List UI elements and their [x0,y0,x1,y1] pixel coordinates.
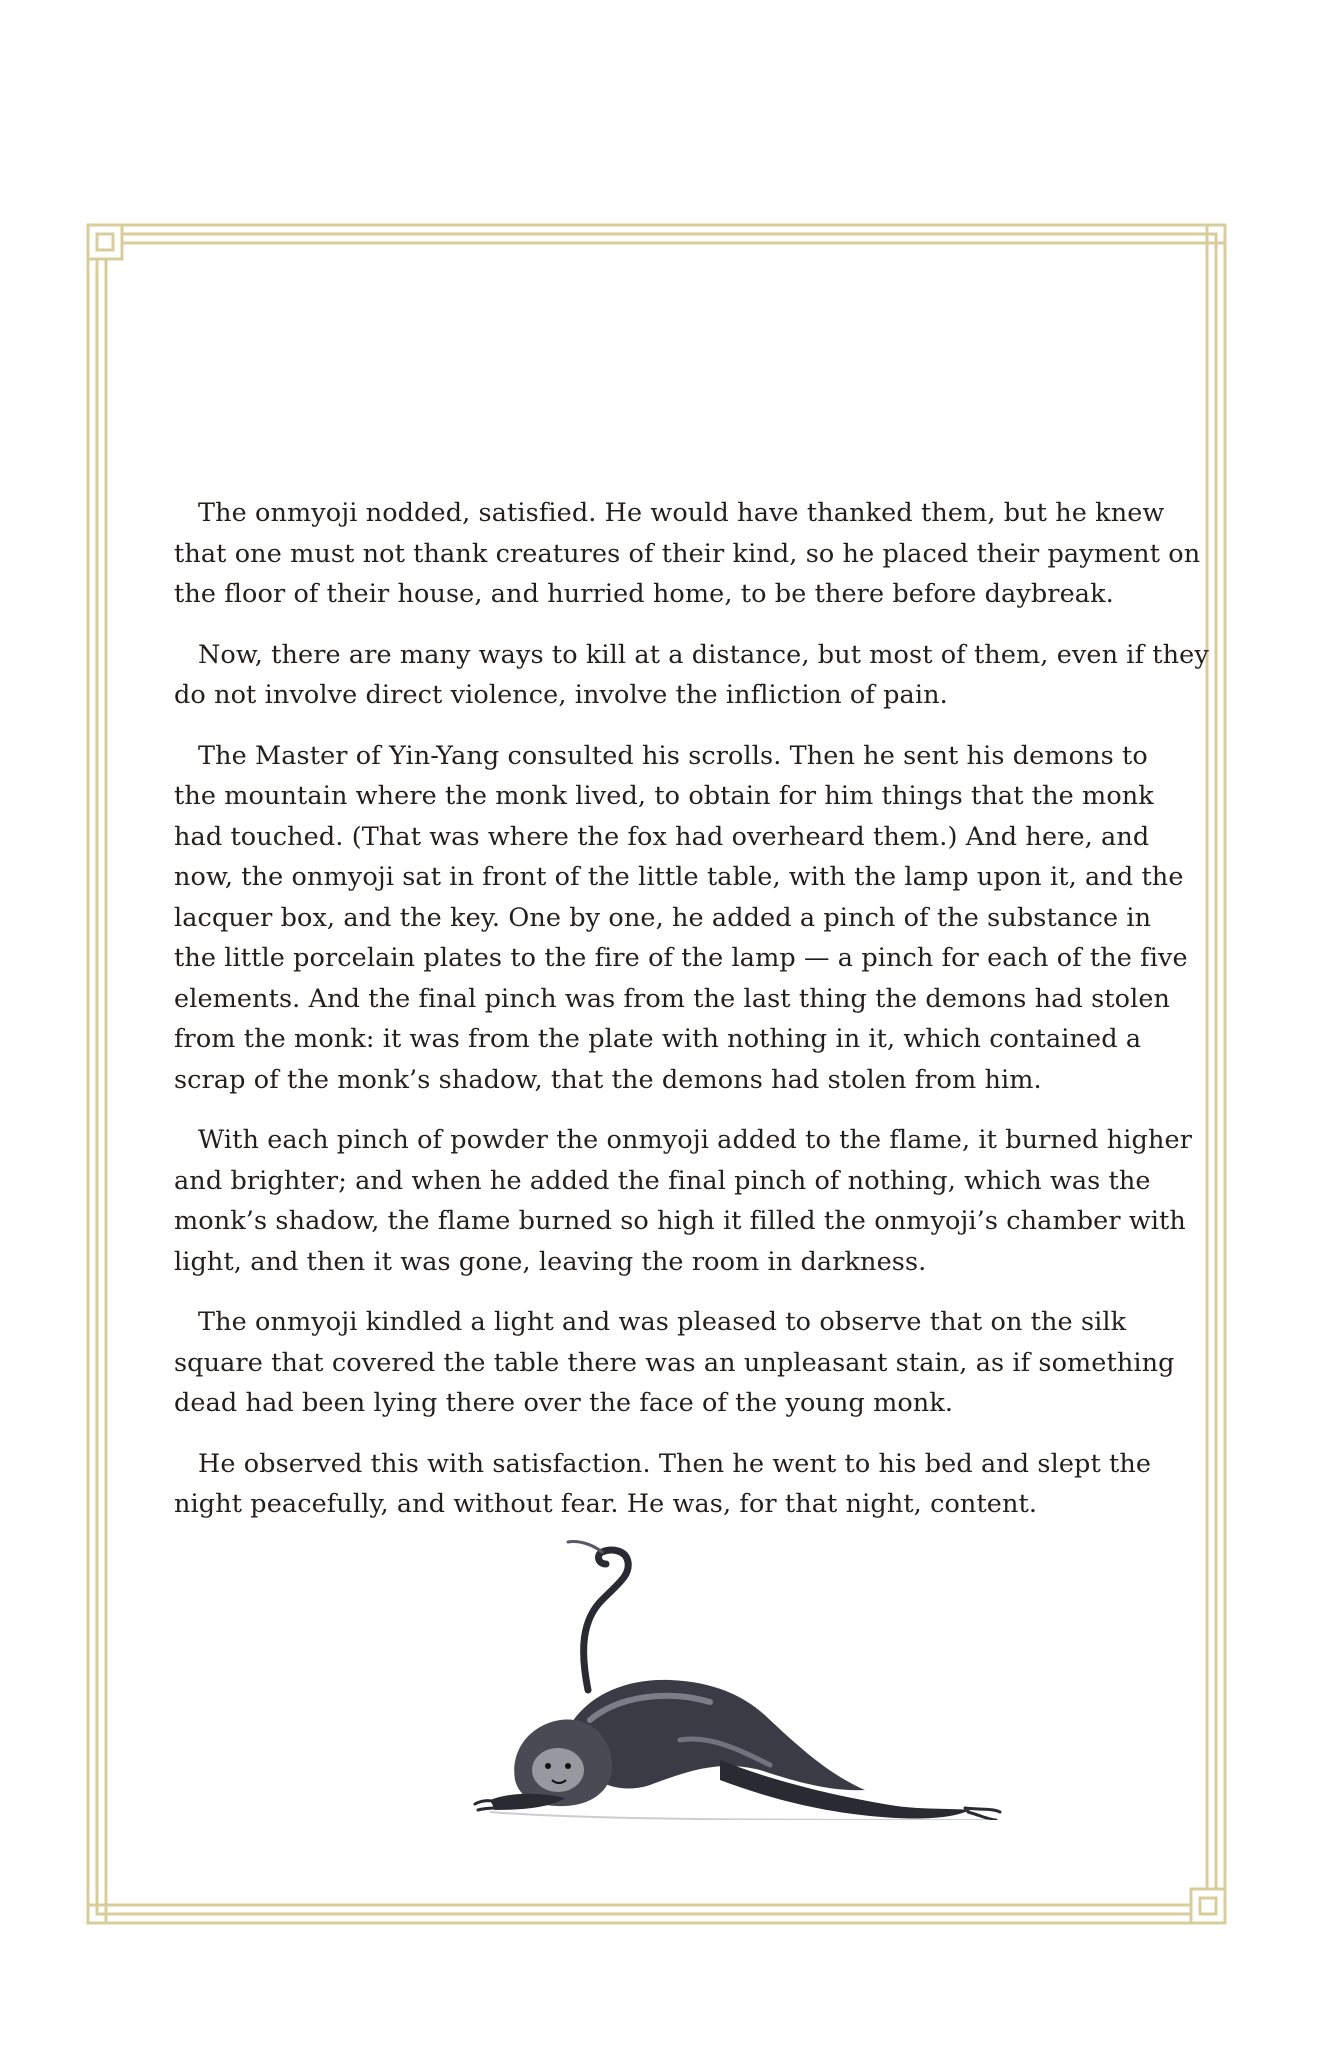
text-line: light, and then it was gone, leaving the room in darkness. [174,1246,927,1277]
text-line: scrap of the monk’s shadow, that the demons had stolen from him. [174,1064,1042,1095]
text-line: had touched. (That was where the fox had overheard them.) And here, and [174,821,1150,852]
text-line: do not involve direct violence, involve the infliction of pain. [174,680,948,710]
text-line: dead had been lying there over the face of the young monk. [174,1388,954,1418]
paragraph [174,493,1201,615]
text-line: lacquer box, and the key. One by one, he added a pinch of the substance in [174,902,1152,933]
monkey-arm [490,1794,565,1810]
text-line: square that covered the table there was an unpleasant stain, as if something [174,1347,1175,1378]
text-line: monk’s shadow, the flame burned so high it filled the onmyoji’s chamber with [174,1206,1186,1236]
text-line: the little porcelain plates to the fire of the lamp — a pinch for each of the five [174,943,1188,973]
frame-corner-bottom-right [1191,1889,1225,1923]
text-line: With each pinch of powder the onmyoji added to the flame, it burned higher [198,1125,1192,1155]
text-line: The onmyoji nodded, satisfied. He would have thanked them, but he knew [198,498,1165,528]
text-line: and brighter; and when he added the final pinch of nothing, which was the [174,1165,1151,1196]
text-line: the mountain where the monk lived, to obtain for him things that the monk [174,781,1154,811]
text-line: that one must not thank creatures of their kind, so he placed their payment on [174,538,1201,569]
text-line: now, the onmyoji sat in front of the little table, with the lamp upon it, and the [174,862,1184,892]
text-line: the floor of their house, and hurried home, to be there before daybreak. [174,579,1114,609]
monkey-eye-left [545,1763,551,1769]
text-line: He observed this with satisfaction. Then he went to his bed and slept the [198,1448,1152,1479]
text-line: The Master of Yin-Yang consulted his scrolls. Then he sent his demons to [198,740,1148,771]
text-line: from the monk: it was from the plate with nothing in it, which contained a [174,1024,1142,1054]
monkey-tail [584,1550,629,1690]
text-line: Now, there are many ways to kill at a distance, but most of them, even if they [198,639,1209,670]
text-line: night peacefully, and without fear. He was, for that night, content. [174,1489,1038,1519]
monkey-illustration [470,1180,1050,1820]
frame-corner-top-left [88,225,122,259]
paragraph [174,736,1188,1101]
text-line: The onmyoji kindled a light and was pleased to observe that on the silk [198,1307,1127,1337]
text-line: elements. And the final pinch was from the last thing the demons had stolen [174,983,1171,1014]
monkey-eye-right [565,1763,571,1769]
paragraph [174,635,1209,716]
